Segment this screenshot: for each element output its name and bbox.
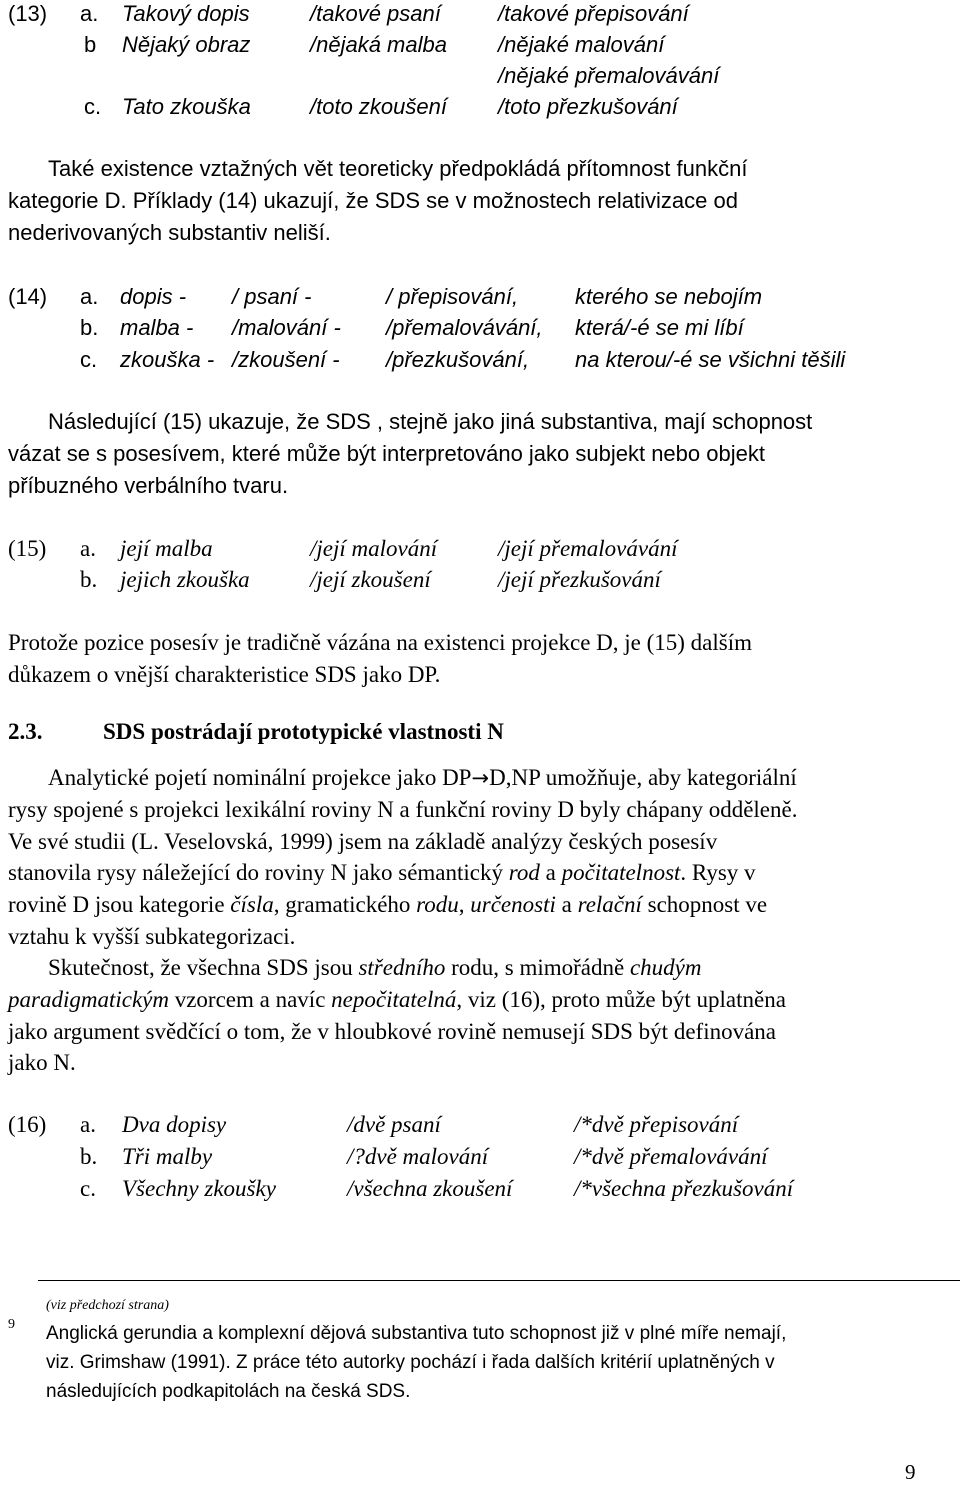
paragraph-line: paradigmatickým vzorcem a navíc nepočitatelná, viz (16), proto může být uplatněna [8, 987, 786, 1012]
example-form: Všechny zkoušky [122, 1176, 276, 1201]
example-form: /přemalovávání, [386, 315, 543, 340]
paragraph-line: stanovila rysy náležející do roviny N jako sémantický rod a počitatelnost. Rysy v [8, 860, 756, 885]
example-form: /nějaké přemalovávání [498, 63, 720, 88]
paragraph-line: vázat se s posesívem, které může být interpretováno jako subjekt nebo objekt [8, 441, 765, 466]
example-form: /malování - [232, 315, 341, 340]
example-item-mark: c. [80, 347, 98, 372]
paragraph-line: kategorie D. Příklady (14) ukazují, že SDS se v možnostech relativizace od [8, 188, 738, 213]
paragraph-line: rovině D jsou kategorie čísla, gramatického rodu, určenosti a relační schopnost ve [8, 892, 768, 917]
example-item-mark: b. [80, 315, 99, 340]
example-form: její malba [120, 536, 213, 561]
example-form: Tato zkouška [122, 94, 251, 119]
example-item-mark: b. [80, 1144, 98, 1169]
footnote-line: následujících podkapitolách na česká SDS. [46, 1381, 411, 1402]
example-form: /její zkoušení [310, 567, 431, 592]
example-item-mark: a. [80, 1112, 96, 1137]
paragraph-line: příbuzného verbálního tvaru. [8, 473, 289, 498]
example-form: / psaní - [232, 284, 312, 309]
example-form: dopis - [120, 284, 187, 309]
example-item-mark: b [84, 32, 97, 57]
example-form: /takové přepisování [498, 1, 689, 26]
example-form: /její přemalovávání [498, 536, 678, 561]
paragraph-line: nederivovaných substantiv neliší. [8, 220, 331, 245]
example-form: /přezkušování, [386, 347, 530, 372]
footnote-marker: 9 [8, 1317, 15, 1332]
example-number: (13) [8, 1, 48, 26]
example-form: /?dvě malování [347, 1144, 489, 1169]
example-number: (15) [8, 536, 47, 561]
example-form: /toto zkoušení [310, 94, 447, 119]
example-form: /takové psaní [310, 1, 441, 26]
paragraph-line: Také existence vztažných vět teoreticky předpokládá přítomnost funkční [48, 156, 748, 181]
example-item-mark: c. [80, 1176, 96, 1201]
paragraph-line: Ve své studii (L. Veselovská, 1999) jsem na základě analýzy českých posesív [8, 829, 718, 854]
paragraph-line: jako argument svědčící o tom, že v hloubkové rovině nemusejí SDS být definována [8, 1019, 776, 1044]
paragraph-line: jako N. [8, 1050, 76, 1075]
example-item-mark: b. [80, 567, 98, 592]
paragraph-line: vztahu k vyšší subkategorizaci. [8, 924, 296, 949]
example-form: Takový dopis [122, 1, 250, 26]
example-form: která/-é se mi líbí [575, 315, 744, 340]
example-form: /nějaké malování [498, 32, 665, 57]
footnote-line: viz. Grimshaw (1991). Z práce této autorky pochází i řada dalších kritérií uplatněných v [46, 1352, 775, 1373]
page-number: 9 [905, 1460, 916, 1484]
paragraph-line: Analytické pojetí nominální projekce jako DP→D,NP umožňuje, aby kategoriální [48, 765, 797, 790]
example-form: /její přezkušování [498, 567, 661, 592]
example-form: Tři malby [122, 1144, 213, 1169]
example-form: Dva dopisy [122, 1112, 227, 1137]
example-item-mark: a. [80, 536, 96, 561]
example-form: /všechna zkoušení [347, 1176, 513, 1201]
example-form: jejich zkouška [120, 567, 250, 592]
example-number: (14) [8, 284, 48, 309]
footnote-separator [38, 1280, 960, 1281]
example-number: (16) [8, 1112, 47, 1137]
example-form: na kterou/-é se všichni těšili [575, 347, 846, 372]
example-form: kterého se nebojím [575, 284, 763, 309]
example-form: /její malování [310, 536, 438, 561]
example-form: zkouška - [120, 347, 215, 372]
example-form: /*dvě přepisování [574, 1112, 739, 1137]
footnote-line: Anglická gerundia a komplexní dějová substantiva tuto schopnost již v plné míře nemají, [46, 1323, 787, 1344]
example-form: malba - [120, 315, 194, 340]
example-form: /toto přezkušování [498, 94, 678, 119]
paragraph-line: Skutečnost, že všechna SDS jsou středního rodu, s mimořádně chudým [48, 955, 702, 980]
example-form: /zkoušení - [232, 347, 340, 372]
example-form: /nějaká malba [310, 32, 447, 57]
example-form: / přepisování, [386, 284, 519, 309]
example-item-mark: c. [84, 94, 102, 119]
example-item-mark: a. [80, 1, 99, 26]
section-number: 2.3. [8, 719, 43, 744]
paragraph-line: Protože pozice posesív je tradičně vázána na existenci projekce D, je (15) dalším [8, 630, 753, 655]
example-item-mark: a. [80, 284, 99, 309]
arrow-icon: → [471, 766, 490, 790]
example-form: /dvě psaní [347, 1112, 441, 1137]
paragraph-line: rysy spojené s projekci lexikální roviny N a funkční roviny D byly chápany odděleně. [8, 797, 798, 822]
example-form: /*všechna přezkušování [574, 1176, 794, 1201]
section-title: SDS postrádají prototypické vlastnosti N [103, 719, 504, 744]
example-form: Nějaký obraz [122, 32, 251, 57]
paragraph-line: Následující (15) ukazuje, že SDS , stejně jako jiná substantiva, mají schopnost [48, 409, 813, 434]
paragraph-line: důkazem o vnější charakteristice SDS jako DP. [8, 662, 441, 687]
example-form: /*dvě přemalovávání [574, 1144, 768, 1169]
footnote-continuation: (viz předchozí strana) [46, 1298, 169, 1313]
